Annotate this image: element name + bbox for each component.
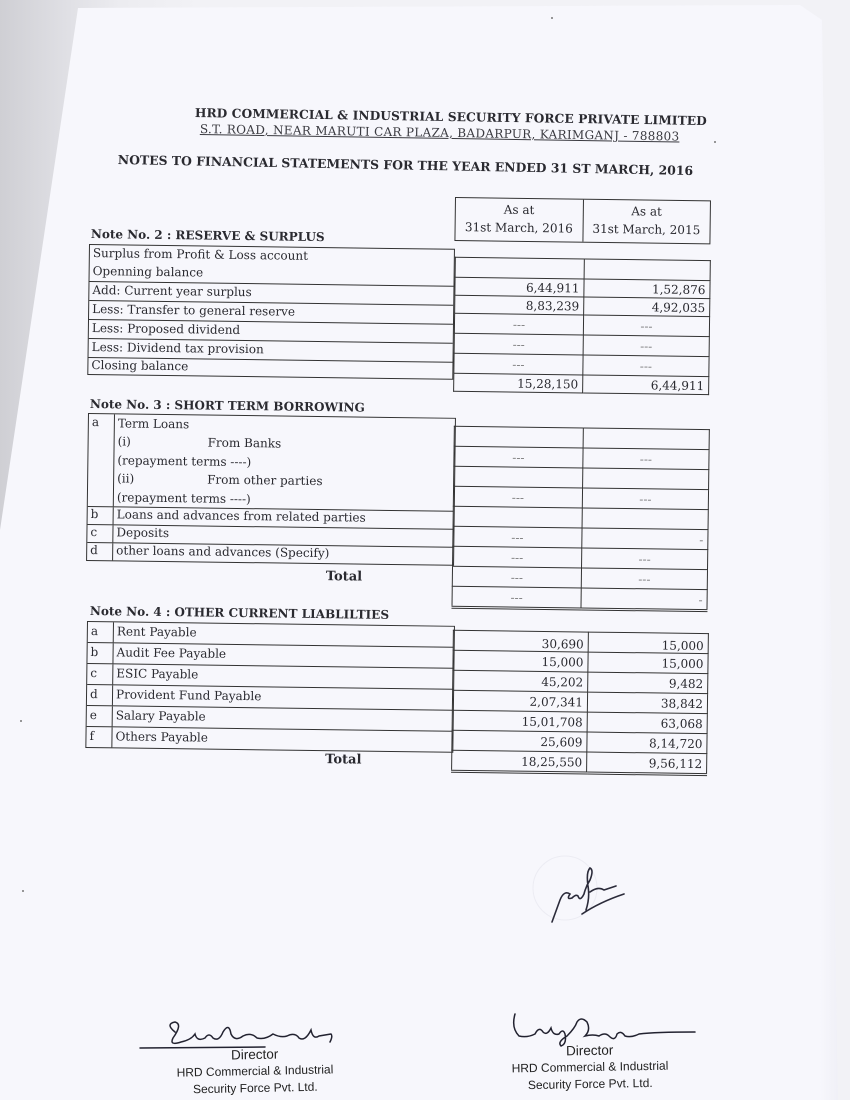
note2-row-label: Closing balance <box>91 358 189 374</box>
note4-row-code: d <box>87 685 113 705</box>
right-signatory-company-line1: HRD Commercial & Industrial <box>511 1058 669 1076</box>
note2-table <box>87 244 711 393</box>
note4-value-2015: 9,482 <box>588 672 708 694</box>
company-address: S.T. ROAD, NEAR MARUTI CAR PLAZA, BADARPUR, KARIMGANJ - 788803 <box>199 122 680 144</box>
note2-values <box>453 257 711 395</box>
note4-row-code: e <box>87 706 113 726</box>
note2-value-2016: 15,28,150 <box>454 373 583 393</box>
note4-row-label: Others Payable <box>115 729 209 745</box>
note3-row-sublabel: From Banks <box>207 435 282 451</box>
note4-label-column <box>85 621 455 753</box>
left-signatory-title: Director <box>230 1046 279 1063</box>
note3-label-column <box>86 413 456 566</box>
note3-table <box>86 413 710 607</box>
note2-value-2016: --- <box>454 333 583 355</box>
note4-heading: Note No. 4 : OTHER CURRENT LIABLILTIES <box>89 604 390 622</box>
company-name: HRD COMMERCIAL & INDUSTRIAL SECURITY FORCE PRIVATE LIMITED <box>194 106 708 129</box>
note4-value-2015: 63,068 <box>587 712 707 734</box>
note4-row-code: b <box>87 643 113 663</box>
note4-row-label: Provident Fund Payable <box>115 687 262 704</box>
note4-row-label: ESIC Payable <box>116 666 199 682</box>
note4-total-2015: 9,56,112 <box>587 752 707 775</box>
note4-row-label: Salary Payable <box>115 708 206 724</box>
note3-row-code: b <box>88 507 114 524</box>
column-header-2015-line1: As at <box>631 204 662 219</box>
note2-row-label: Less: Dividend tax provision <box>89 339 453 363</box>
note4-row-code: f <box>86 727 112 747</box>
note2-value-2016: 6,44,911 <box>455 277 584 297</box>
left-signatory-block <box>149 1044 360 1099</box>
note3-row-label: other loans and advances (Specify) <box>116 543 330 561</box>
note4-value-2015: 38,842 <box>587 692 707 714</box>
scan-speck <box>551 17 553 19</box>
note3-heading: Note No. 3 : SHORT TERM BORROWING <box>89 397 365 415</box>
note4-row-label: Rent Payable <box>116 624 197 640</box>
note4-row-label: Audit Fee Payable <box>116 645 227 661</box>
note2-value-2015: --- <box>583 335 709 357</box>
note3-row-code: c <box>87 525 113 542</box>
note2-value-2015: 4,92,035 <box>584 297 710 317</box>
note3-value-2015: - <box>582 528 708 550</box>
note3-row-label: (repayment terms ----) <box>117 453 252 469</box>
note3-value-2015: --- <box>583 448 709 470</box>
note3-row-label: Term Loans <box>117 416 190 432</box>
note3-value-2016: --- <box>452 566 581 588</box>
note2-row-label: Openning balance <box>90 263 454 287</box>
note4-value-2016: 2,07,341 <box>452 690 587 712</box>
note3-value-2016: --- <box>453 546 582 568</box>
column-header-2016-line1: As at <box>503 202 535 218</box>
note4-row-code: a <box>88 622 114 642</box>
note3-total-2016: --- <box>452 586 581 609</box>
note3-value-2015: --- <box>582 548 708 570</box>
note3-row-label: Deposits <box>116 525 170 541</box>
note2-value-2016: --- <box>454 313 583 335</box>
column-header-box <box>454 197 711 244</box>
note2-heading: Note No. 2 : RESERVE & SURPLUS <box>90 227 325 245</box>
note2-value-2015: --- <box>583 355 709 377</box>
note4-value-2016: 25,609 <box>452 730 587 752</box>
note3-row-label: (i) <box>117 434 131 449</box>
note4-values <box>451 630 709 776</box>
note3-value-2015: --- <box>582 488 708 510</box>
note3-row-label: Loans and advances from related parties <box>116 507 366 525</box>
column-header-2016-line2: 31st March, 2016 <box>464 220 573 236</box>
column-header-2015 <box>582 200 710 244</box>
note4-table <box>85 621 709 789</box>
note3-row-label: (ii) <box>117 471 135 486</box>
note3-total-2015: - <box>581 588 707 611</box>
note4-value-2016: 45,202 <box>453 670 588 692</box>
note2-value-2015: 6,44,911 <box>583 375 709 395</box>
note3-value-2016: --- <box>454 446 583 468</box>
right-signatory-title: Director <box>565 1042 614 1059</box>
note4-value-2016: 15,000 <box>453 650 588 672</box>
column-header-2016 <box>455 198 582 242</box>
right-signatory-company-line2: Security Force Pvt. Ltd. <box>527 1075 653 1093</box>
column-header-2015-line2: 31st March, 2015 <box>592 221 701 238</box>
left-signatory-company-line2: Security Force Pvt. Ltd. <box>192 1079 318 1097</box>
note4-row-code: c <box>87 664 113 684</box>
document-title: NOTES TO FINANCIAL STATEMENTS FOR THE YEAR ENDED 31 ST MARCH, 2016 <box>117 152 694 179</box>
note3-values <box>451 426 709 612</box>
note4-value-2016: 30,690 <box>453 630 588 652</box>
note2-row-label: Less: Proposed dividend <box>89 320 453 344</box>
note4-value-2015: 15,000 <box>588 652 708 674</box>
note3-row-code: a <box>88 414 115 506</box>
note2-row-label: Add: Current year surplus <box>89 282 453 306</box>
scan-speck <box>20 720 22 722</box>
note4-total-2016: 18,25,550 <box>452 750 587 773</box>
note2-value-2015: 1,52,876 <box>584 279 710 299</box>
note2-label-column <box>87 244 455 380</box>
left-signatory-company-line1: HRD Commercial & Industrial <box>176 1062 334 1080</box>
right-signatory-block <box>490 1040 691 1094</box>
note3-value-2016: --- <box>453 526 582 548</box>
note2-value-2015: --- <box>583 315 709 337</box>
initial-signature-stroke <box>552 868 624 922</box>
note3-total-label: Total <box>325 569 363 585</box>
scan-speck <box>714 141 716 143</box>
scan-speck <box>22 890 24 892</box>
note4-value-2015: 15,000 <box>588 632 708 654</box>
note4-total-label: Total <box>325 752 362 768</box>
note2-row-label: Less: Transfer to general reserve <box>89 301 453 325</box>
note3-row-code: d <box>87 543 113 560</box>
note3-row-sublabel: From other parties <box>207 472 323 489</box>
note2-row-label: Surplus from Profit & Loss account <box>92 246 309 263</box>
initial-signature <box>520 850 640 930</box>
note2-value-2016: --- <box>454 353 583 375</box>
note3-value-2016: --- <box>453 486 582 508</box>
note3-row-label: (repayment terms ----) <box>116 490 251 506</box>
note4-value-2016: 15,01,708 <box>452 710 587 732</box>
note2-value-2016: 8,83,239 <box>455 295 584 315</box>
note4-value-2015: 8,14,720 <box>587 732 707 754</box>
note3-value-2015: --- <box>581 568 707 590</box>
